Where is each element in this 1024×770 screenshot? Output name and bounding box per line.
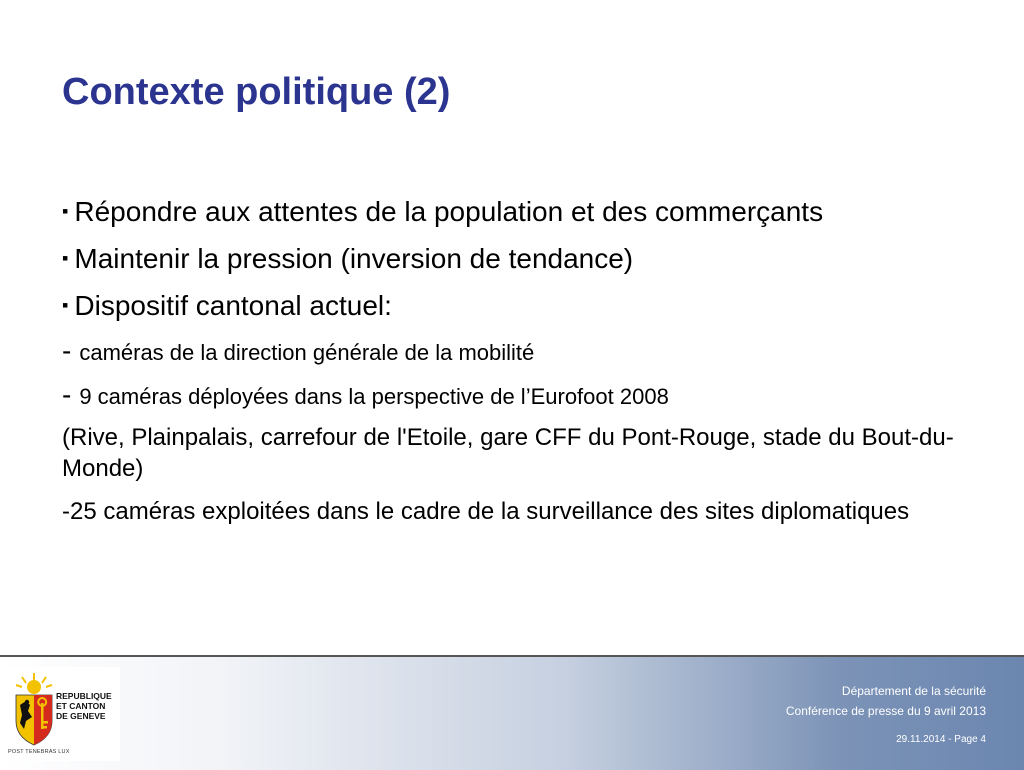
bullet-item	[62, 193, 982, 230]
locations-paragraph: (Rive, Plainpalais, carrefour de l'Etoile, gare CFF du Pont-Rouge, stade du Bout-du-Monde)	[62, 424, 954, 482]
footer-info	[786, 681, 986, 747]
dash-item	[62, 336, 982, 368]
bullet-item	[62, 240, 982, 277]
dash-item	[62, 380, 982, 412]
square-bullet-icon: ▪	[62, 295, 69, 315]
logo-line-1: REPUBLIQUE	[56, 691, 112, 701]
dash-text: 9 caméras déployées dans la perspective de l’Eurofoot 2008	[79, 384, 669, 409]
dash-marker: -	[62, 379, 72, 410]
bullet-item	[62, 287, 982, 324]
slide-title: Contexte politique (2)	[62, 71, 451, 113]
bullet-text: Maintenir la pression (inversion de tendance)	[74, 243, 634, 274]
logo-line-2: ET CANTON	[56, 701, 106, 711]
square-bullet-icon: ▪	[62, 201, 69, 221]
department-name: Département de la sécurité	[841, 684, 986, 698]
slide-content	[62, 193, 982, 527]
logo-text	[56, 691, 112, 721]
logo-line-3: DE GENEVE	[56, 711, 106, 721]
square-bullet-icon: ▪	[62, 248, 69, 268]
conference-title: Conférence de presse du 9 avril 2013	[785, 704, 986, 718]
bullet-text: Dispositif cantonal actuel:	[74, 290, 392, 321]
footer	[0, 655, 1024, 770]
geneva-logo	[4, 667, 120, 761]
logo-motto: POST TENEBRAS LUX	[8, 749, 70, 755]
geneva-coat-of-arms-icon	[12, 671, 56, 751]
dash-text: caméras de la direction générale de la mobilité	[79, 340, 535, 365]
diplomatic-paragraph: -25 caméras exploitées dans le cadre de la surveillance des sites diplomatiques	[62, 498, 910, 525]
date-page-number: 29.11.2014 - Page 4	[896, 734, 986, 745]
dash-marker: -	[62, 335, 72, 366]
bullet-text: Répondre aux attentes de la population et des commerçants	[74, 196, 824, 227]
